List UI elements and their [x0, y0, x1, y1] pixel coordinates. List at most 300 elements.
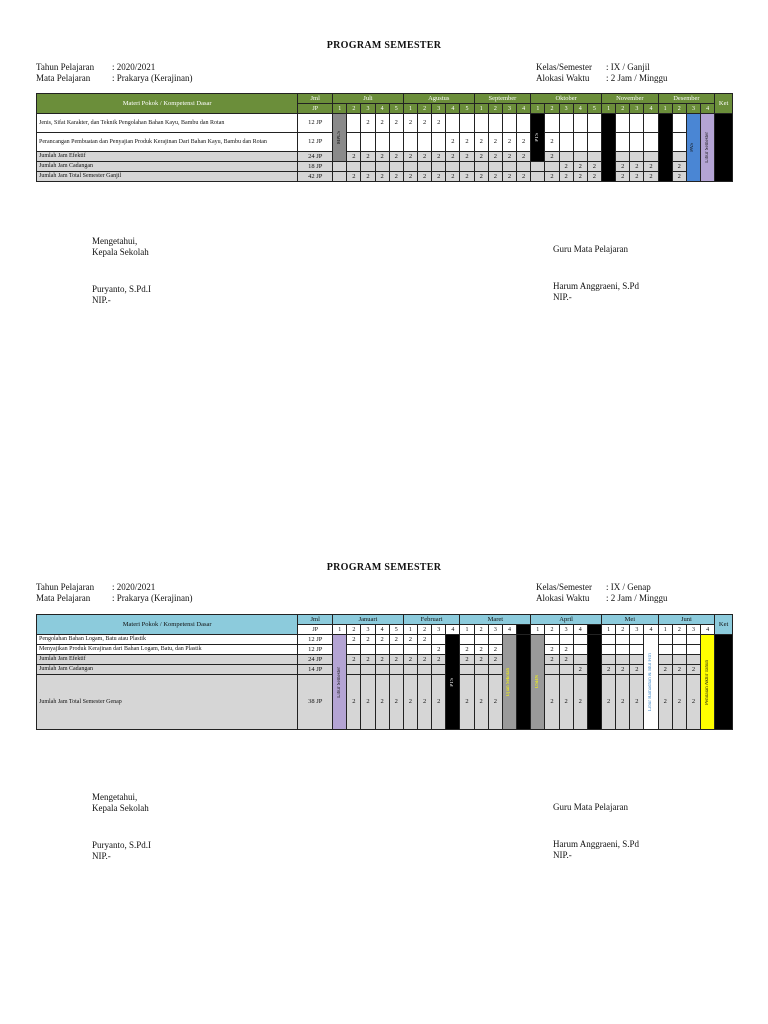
- pas-label: PAS: [690, 143, 696, 152]
- table-cell: 2: [474, 625, 488, 635]
- table-cell: 2: [418, 172, 432, 182]
- table-cell: 2: [587, 172, 601, 182]
- table-cell: 2: [658, 675, 672, 730]
- table-cell: 2: [517, 133, 531, 152]
- table-cell: 2: [630, 665, 644, 675]
- table-cell: 2: [460, 645, 474, 655]
- table-cell: [644, 152, 658, 162]
- table-cell: 2: [545, 104, 559, 114]
- table-cell: 3: [502, 104, 516, 114]
- table-cell: [403, 665, 417, 675]
- table-cell: [403, 162, 417, 172]
- table-cell: 1: [658, 104, 672, 114]
- table-cell: [686, 655, 700, 665]
- table-cell: [573, 655, 587, 665]
- table-cell: [375, 665, 389, 675]
- table-cell: 2: [389, 172, 403, 182]
- table-cell: 12 JP: [298, 114, 333, 133]
- month-januari: Januari: [333, 615, 404, 625]
- program-table-ganjil: [36, 93, 733, 182]
- table-cell: JP: [298, 625, 333, 635]
- table-cell: [375, 133, 389, 152]
- table-cell: [573, 635, 587, 645]
- table-cell: [488, 162, 502, 172]
- table-cell: 2: [403, 152, 417, 162]
- table-cell: 2: [347, 172, 361, 182]
- table-cell: 2: [361, 172, 375, 182]
- table-cell: [488, 635, 502, 645]
- table-cell: [587, 114, 601, 133]
- table-cell: 2: [573, 162, 587, 172]
- table-cell: 3: [361, 625, 375, 635]
- table-cell: [432, 133, 446, 152]
- table-cell: [517, 635, 531, 730]
- table-cell: [672, 133, 686, 152]
- table-cell: 2: [502, 172, 516, 182]
- table-cell: [432, 635, 446, 645]
- table-cell: [347, 114, 361, 133]
- table-cell: 2: [474, 645, 488, 655]
- table-cell: 2: [418, 152, 432, 162]
- signature-guru: Guru Mata Pelajaran Harum Anggraeni, S.Pd NIP.-: [553, 244, 639, 302]
- table-cell: 1: [460, 625, 474, 635]
- table-cell: 4: [573, 104, 587, 114]
- table-cell: 2: [517, 152, 531, 162]
- table-cell: 2: [403, 635, 417, 645]
- table-cell: 2: [616, 625, 630, 635]
- table-cell: [630, 152, 644, 162]
- header-ket: Ket: [715, 94, 733, 114]
- table-cell: 2: [644, 172, 658, 182]
- table-cell: 2: [545, 152, 559, 162]
- table-cell: 4: [446, 104, 460, 114]
- table-cell: 2: [502, 133, 516, 152]
- table-cell: [418, 645, 432, 655]
- table-cell: 2: [432, 152, 446, 162]
- table-cell: 3: [630, 625, 644, 635]
- header-materi: Materi Pokok / Kompetensi Dasar: [37, 615, 298, 635]
- table-cell: 4: [446, 625, 460, 635]
- table-cell: 2: [389, 655, 403, 665]
- table-cell: [573, 645, 587, 655]
- table-cell: 1: [474, 104, 488, 114]
- table-cell: 2: [573, 665, 587, 675]
- table-cell: 3: [361, 104, 375, 114]
- table-cell: 2: [517, 172, 531, 182]
- table-cell: [460, 635, 474, 645]
- table-cell: [672, 152, 686, 162]
- table-cell: 2: [460, 675, 474, 730]
- table-cell: Jumlah Jam Efektif: [37, 655, 298, 665]
- table-cell: 2: [630, 162, 644, 172]
- table-cell: [460, 162, 474, 172]
- table-cell: 2: [418, 104, 432, 114]
- table-cell: 2: [347, 625, 361, 635]
- pts-label: PTS: [534, 133, 540, 142]
- mpls-label: MPLS: [336, 130, 342, 145]
- table-cell: 4: [502, 625, 516, 635]
- table-cell: [347, 162, 361, 172]
- table-cell: 2: [488, 104, 502, 114]
- table-cell: [333, 172, 347, 182]
- header-jml: Jml: [298, 94, 333, 104]
- table-cell: [333, 635, 347, 730]
- table-cell: [573, 152, 587, 162]
- table-cell: [361, 133, 375, 152]
- table-cell: 5: [389, 104, 403, 114]
- pts-label: PTS: [449, 677, 455, 687]
- table-cell: 2: [432, 645, 446, 655]
- libur-ramadhan-label: Libur Ramadhan & Idul Fitri: [648, 652, 654, 712]
- table-cell: 2: [460, 133, 474, 152]
- table-cell: 2: [446, 172, 460, 182]
- table-cell: [616, 645, 630, 655]
- header-jp: JP: [298, 104, 333, 114]
- table-cell: 2: [389, 635, 403, 645]
- table-cell: 2: [545, 133, 559, 152]
- table-cell: 2: [418, 655, 432, 665]
- table-cell: [347, 665, 361, 675]
- table-cell: 1: [531, 104, 545, 114]
- table-cell: [333, 162, 347, 172]
- table-cell: [559, 152, 573, 162]
- table-cell: [658, 114, 672, 182]
- signature-guru: Guru Mata Pelajaran Harum Anggraeni, S.Pd NIP.-: [553, 802, 639, 860]
- table-cell: 12 JP: [298, 133, 333, 152]
- month-september: September: [474, 94, 531, 104]
- table-cell: [644, 114, 658, 133]
- table-cell: [658, 645, 672, 655]
- program-table-genap: [36, 614, 733, 730]
- table-cell: [389, 133, 403, 152]
- table-cell: 2: [545, 675, 559, 730]
- table-cell: 2: [347, 104, 361, 114]
- table-cell: 2: [347, 152, 361, 162]
- table-cell: 2: [573, 675, 587, 730]
- table-cell: [559, 635, 573, 645]
- table-cell: [389, 162, 403, 172]
- table-cell: 1: [333, 625, 347, 635]
- table-cell: 1: [333, 104, 347, 114]
- header-info-left: Tahun Pelajaran : 2020/2021 Mata Pelajaran : Prakarya (Kerajinan): [36, 62, 193, 83]
- table-cell: [672, 635, 686, 645]
- table-cell: 2: [559, 645, 573, 655]
- table-cell: 38 JP: [298, 675, 333, 730]
- table-cell: [630, 133, 644, 152]
- table-cell: 12 JP: [298, 645, 333, 655]
- table-cell: 2: [672, 104, 686, 114]
- table-cell: [474, 162, 488, 172]
- table-cell: 2: [418, 675, 432, 730]
- month-oktober: Oktober: [531, 94, 602, 104]
- table-cell: 4: [644, 625, 658, 635]
- table-cell: 24 JP: [298, 655, 333, 665]
- table-cell: [630, 655, 644, 665]
- month-maret: Maret: [460, 615, 531, 625]
- month-desember: Desember: [658, 94, 715, 104]
- libur-semester-label: Libur Semester: [336, 666, 342, 698]
- table-cell: [658, 635, 672, 645]
- table-cell: 3: [686, 104, 700, 114]
- table-cell: [389, 665, 403, 675]
- table-cell: 2: [686, 675, 700, 730]
- table-cell: 2: [432, 114, 446, 133]
- table-cell: Menyajikan Produk Kerajinan dari Bahan Logam, Batu, dan Plastik: [37, 645, 298, 655]
- table-cell: 2: [488, 172, 502, 182]
- table-cell: [672, 655, 686, 665]
- table-cell: 2: [672, 665, 686, 675]
- table-cell: [418, 665, 432, 675]
- table-cell: [602, 645, 616, 655]
- table-cell: [573, 114, 587, 133]
- table-cell: [488, 665, 502, 675]
- usbn-label: USBN: [534, 675, 540, 689]
- table-cell: [446, 114, 460, 133]
- table-cell: [432, 162, 446, 172]
- table-cell: [672, 114, 686, 133]
- table-cell: 5: [587, 104, 601, 114]
- month-juni: Juni: [658, 615, 715, 625]
- table-cell: 5: [460, 104, 474, 114]
- table-cell: [573, 133, 587, 152]
- table-cell: [474, 665, 488, 675]
- table-cell: 3: [432, 104, 446, 114]
- table-cell: 2: [361, 635, 375, 645]
- table-cell: [701, 114, 715, 182]
- table-cell: Jumlah Jam Cadangan: [37, 665, 298, 675]
- table-cell: 2: [573, 172, 587, 182]
- table-cell: [602, 635, 616, 645]
- table-cell: [474, 114, 488, 133]
- table-cell: 2: [361, 655, 375, 665]
- table-cell: [502, 635, 516, 730]
- table-cell: [545, 665, 559, 675]
- table-cell: [630, 635, 644, 645]
- table-cell: [686, 645, 700, 655]
- table-cell: 2: [488, 133, 502, 152]
- table-cell: [616, 635, 630, 645]
- table-cell: [333, 114, 347, 162]
- table-cell: 2: [602, 675, 616, 730]
- table-cell: 2: [488, 675, 502, 730]
- table-cell: [531, 172, 545, 182]
- ujian-sekolah-label: Ujian Sekolah: [506, 667, 512, 697]
- table-cell: 2: [432, 172, 446, 182]
- table-cell: 2: [672, 162, 686, 172]
- table-cell: 2: [460, 655, 474, 665]
- table-cell: [559, 665, 573, 675]
- table-cell: 2: [474, 655, 488, 665]
- table-cell: [602, 655, 616, 665]
- table-cell: 3: [488, 625, 502, 635]
- table-cell: [403, 133, 417, 152]
- table-cell: 3: [432, 625, 446, 635]
- table-cell: 2: [672, 675, 686, 730]
- table-cell: [630, 645, 644, 655]
- table-cell: 2: [375, 655, 389, 665]
- table-cell: Jumlah Jam Total Semester Ganjil: [37, 172, 298, 182]
- table-cell: 3: [686, 625, 700, 635]
- table-cell: 2: [375, 635, 389, 645]
- table-cell: 2: [559, 655, 573, 665]
- table-cell: [488, 114, 502, 133]
- table-cell: 2: [418, 114, 432, 133]
- table-cell: [517, 162, 531, 172]
- table-cell: 2: [545, 625, 559, 635]
- table-cell: 2: [446, 133, 460, 152]
- table-cell: [375, 645, 389, 655]
- table-cell: [474, 635, 488, 645]
- table-cell: [418, 133, 432, 152]
- table-cell: [658, 655, 672, 665]
- table-cell: 2: [432, 655, 446, 665]
- table-cell: 2: [361, 152, 375, 162]
- table-cell: [672, 645, 686, 655]
- table-cell: 2: [347, 655, 361, 665]
- table-cell: 42 JP: [298, 172, 333, 182]
- table-cell: 2: [545, 172, 559, 182]
- table-cell: [531, 114, 545, 162]
- table-cell: [715, 635, 733, 730]
- table-cell: 12 JP: [298, 635, 333, 645]
- table-cell: 2: [474, 675, 488, 730]
- table-cell: 4: [573, 625, 587, 635]
- header-info-right: Kelas/Semester : IX / Ganjil Alokasi Waktu : 2 Jam / Minggu: [536, 62, 668, 83]
- table-cell: [587, 152, 601, 162]
- table-cell: 2: [602, 665, 616, 675]
- table-cell: [587, 635, 601, 730]
- table-cell: 2: [418, 635, 432, 645]
- table-cell: 4: [644, 104, 658, 114]
- table-cell: Pengolahan Bahan Logam, Batu atau Plastik: [37, 635, 298, 645]
- table-cell: 2: [474, 133, 488, 152]
- table-cell: 3: [559, 104, 573, 114]
- table-cell: 2: [375, 152, 389, 162]
- table-cell: 2: [644, 162, 658, 172]
- table-cell: 2: [559, 162, 573, 172]
- row-materi: Jenis, Sifat Karakter, dan Teknik Pengolahan Bahan Kayu, Bambu dan Rotan: [37, 114, 298, 133]
- table-cell: [616, 655, 630, 665]
- table-cell: 2: [347, 635, 361, 645]
- table-cell: [432, 665, 446, 675]
- table-cell: 2: [403, 114, 417, 133]
- month-april: April: [531, 615, 602, 625]
- table-cell: [616, 152, 630, 162]
- table-cell: 4: [375, 625, 389, 635]
- table-cell: [715, 114, 733, 182]
- table-cell: [545, 114, 559, 133]
- table-cell: [587, 625, 601, 635]
- table-cell: 2: [502, 152, 516, 162]
- table-cell: Jumlah Jam Total Semester Genap: [37, 675, 298, 730]
- table-cell: 1: [403, 625, 417, 635]
- table-cell: 2: [403, 172, 417, 182]
- table-cell: [587, 133, 601, 152]
- table-cell: 2: [545, 655, 559, 665]
- table-cell: 2: [389, 152, 403, 162]
- table-cell: [531, 635, 545, 730]
- month-juli: Juli: [333, 94, 404, 104]
- libur-semester-label: Libur Semester: [704, 132, 710, 163]
- table-cell: [347, 645, 361, 655]
- table-cell: [559, 114, 573, 133]
- table-cell: 3: [559, 625, 573, 635]
- table-cell: [531, 162, 545, 172]
- table-cell: 2: [403, 655, 417, 665]
- table-cell: 2: [488, 655, 502, 665]
- table-cell: [517, 625, 531, 635]
- table-cell: 2: [545, 645, 559, 655]
- table-cell: 3: [630, 104, 644, 114]
- table-cell: 2: [460, 172, 474, 182]
- table-cell: 2: [389, 114, 403, 133]
- table-cell: 1: [658, 625, 672, 635]
- table-cell: 5: [389, 625, 403, 635]
- table-cell: [347, 133, 361, 152]
- table-cell: 2: [375, 675, 389, 730]
- table-cell: [616, 133, 630, 152]
- table-cell: Perancangan Pembuatan dan Penyajian Produk Kerajinan Dari Bahan Kayu, Bambu dan Rotan: [37, 133, 298, 152]
- table-cell: 2: [347, 675, 361, 730]
- month-agustus: Agustus: [403, 94, 474, 104]
- table-cell: Jumlah Jam Efektif: [37, 152, 298, 162]
- table-cell: [375, 162, 389, 172]
- table-cell: 2: [460, 152, 474, 162]
- table-cell: 1: [531, 625, 545, 635]
- table-cell: [701, 635, 715, 730]
- table-cell: 2: [446, 152, 460, 162]
- table-cell: [446, 162, 460, 172]
- table-cell: 4: [517, 104, 531, 114]
- page-title: PROGRAM SEMESTER: [326, 562, 442, 573]
- table-cell: [630, 114, 644, 133]
- table-cell: 2: [686, 665, 700, 675]
- signature-kepsek: Mengetahui, Kepala Sekolah Puryanto, S.Pd.I NIP.-: [92, 792, 152, 861]
- table-cell: 1: [403, 104, 417, 114]
- table-cell: 2: [672, 172, 686, 182]
- pat-label: Penilaian Akhir Tahun: [704, 659, 710, 705]
- table-cell: 2: [361, 675, 375, 730]
- table-cell: [389, 645, 403, 655]
- table-cell: [361, 645, 375, 655]
- table-cell: 2: [403, 675, 417, 730]
- table-cell: [403, 645, 417, 655]
- table-cell: 2: [375, 114, 389, 133]
- table-cell: 2: [488, 645, 502, 655]
- table-cell: [559, 133, 573, 152]
- table-cell: [644, 635, 658, 730]
- table-cell: 2: [432, 675, 446, 730]
- table-cell: 1: [602, 625, 616, 635]
- table-cell: 4: [701, 104, 715, 114]
- header-info-left: Tahun Pelajaran : 2020/2021 Mata Pelajaran : Prakarya (Kerajinan): [36, 582, 193, 603]
- table-cell: 2: [616, 675, 630, 730]
- table-cell: 2: [616, 104, 630, 114]
- signature-kepsek: Mengetahui, Kepala Sekolah Puryanto, S.Pd.I NIP.-: [92, 236, 152, 305]
- table-cell: [361, 162, 375, 172]
- table-cell: 1: [602, 104, 616, 114]
- header-materi: Materi Pokok / Kompetensi Dasar: [37, 94, 298, 114]
- table-cell: [460, 114, 474, 133]
- table-cell: 4: [375, 104, 389, 114]
- table-cell: 2: [630, 675, 644, 730]
- table-cell: 2: [389, 675, 403, 730]
- table-cell: 2: [559, 675, 573, 730]
- table-cell: [418, 162, 432, 172]
- table-cell: 4: [701, 625, 715, 635]
- table-cell: 24 JP: [298, 152, 333, 162]
- table-cell: 2: [672, 625, 686, 635]
